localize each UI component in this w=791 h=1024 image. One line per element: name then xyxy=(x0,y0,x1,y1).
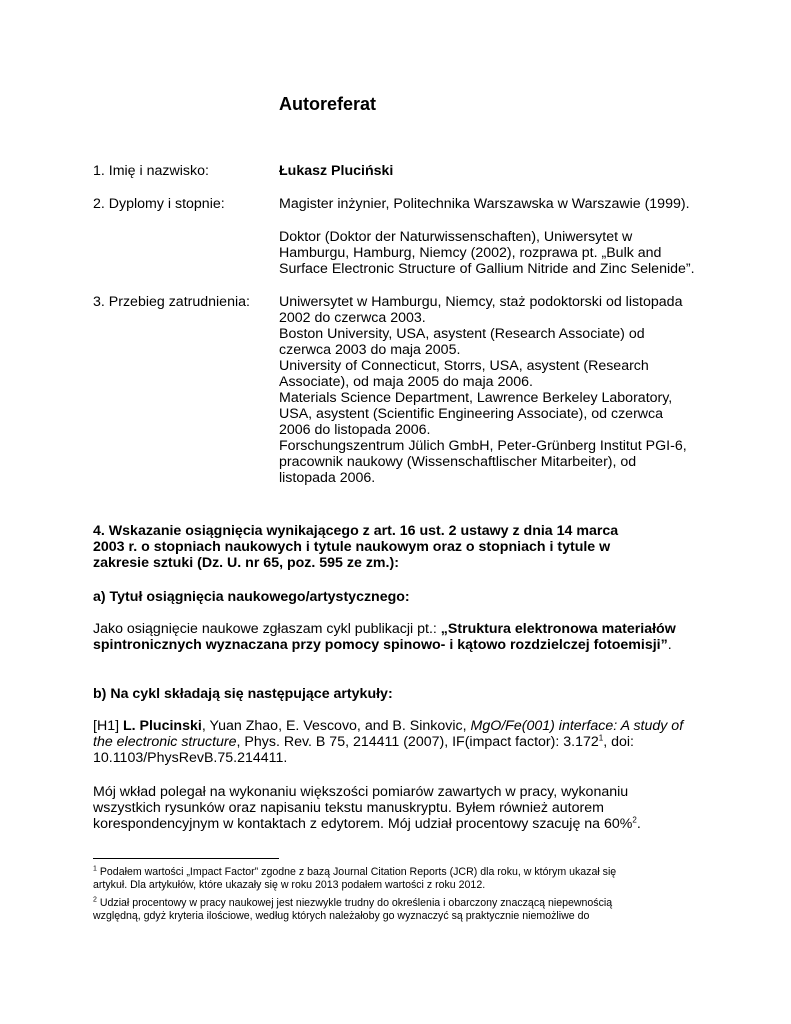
employment-line: Forschungszentrum Jülich GmbH, Peter-Grünberg Institut PGI-6, xyxy=(279,438,687,454)
footnote-1-text: Podałem wartości „Impact Factor” zgodne z bazą Journal Citation Reports (JCR) dla roku, w którym ukazał się xyxy=(96,866,617,878)
article-h1 xyxy=(93,718,713,766)
item-degrees-label: 2. Dyplomy i stopnie: xyxy=(93,196,225,212)
article-tag: [H1] xyxy=(93,718,123,734)
degrees-line: Surface Electronic Structure of Gallium Nitride and Zinc Selenide”. xyxy=(279,261,695,277)
contribution-line: wszystkich rysunków oraz napisaniu tekstu manuskryptu. Byłem również autorem xyxy=(93,800,604,816)
footnote-2-line-1 xyxy=(93,897,612,910)
employment-line: 2006 do listopada 2006. xyxy=(279,422,431,438)
achievement-title-paragraph xyxy=(93,621,713,653)
employment-line: Associate), od maja 2005 do maja 2006. xyxy=(279,374,533,390)
article-title-1: MgO/Fe(001) interface: A study of xyxy=(470,718,684,734)
footnote-ref-2[interactable]: 2 xyxy=(632,815,637,825)
employment-line: USA, asystent (Scientific Engineering Associate), od czerwca xyxy=(279,406,664,422)
article-author-bold: L. Plucinski xyxy=(122,718,202,734)
contribution-text: korespondencyjnym w kontaktach z edytorem. Mój udział procentowy szacuję na 60% xyxy=(93,816,633,832)
footnote-1 xyxy=(93,866,616,892)
employment-line: Uniwersytet w Hamburgu, Niemcy, staż podoktorski od listopada xyxy=(279,294,683,310)
achievement-intro: Jako osiągnięcie naukowe zgłaszam cykl publikacji pt.: xyxy=(93,621,441,637)
achievement-end: . xyxy=(667,637,672,653)
subsection-a-heading: a) Tytuł osiągnięcia naukowego/artystycznego: xyxy=(93,589,410,605)
item-degrees-doctor xyxy=(279,229,719,277)
footnote-ref-1[interactable]: 1 xyxy=(598,733,604,743)
page-title: Autoreferat xyxy=(279,94,377,114)
heading-line: 4. Wskazanie osiągnięcia wynikającego z art. 16 ust. 2 ustawy z dnia 14 marca xyxy=(93,523,619,539)
achievement-line-2 xyxy=(93,637,713,653)
employment-line: 2002 do czerwca 2003. xyxy=(279,310,426,326)
achievement-title-part2: spintronicznych wyznaczana przy pomocy spinowo- i kątowo rozdzielczej fotoemisji” xyxy=(93,637,668,653)
contribution-paragraph xyxy=(93,784,713,832)
employment-line: czerwca 2003 do maja 2005. xyxy=(279,342,461,358)
contribution-line: Mój wkład polegał na wykonaniu większości pomiarów zawartych w pracy, wykonaniu xyxy=(93,784,629,800)
item-name-value: Łukasz Pluciński xyxy=(279,163,394,179)
article-doi: 10.1103/PhysRevB.75.214411. xyxy=(93,750,288,766)
employment-line: pracownik naukowy (Wissenschaftlischer Mitarbeiter), od xyxy=(279,454,637,470)
footnote-1-line-1 xyxy=(93,866,616,879)
item-degrees-master xyxy=(279,196,719,212)
footnote-1-line-2: artykuł. Dla artykułów, które ukazały się w roku 2013 podałem wartości z roku 2012. xyxy=(93,879,486,891)
degrees-line: Magister inżynier, Politechnika Warszawska w Warszawie (1999). xyxy=(279,196,690,212)
employment-line: Boston University, USA, asystent (Research Associate) od xyxy=(279,326,645,342)
contribution-line-3 xyxy=(93,816,713,832)
footnote-separator xyxy=(93,858,279,859)
footnote-2-line-2: względną, gdyż kryteria ilościowe, według których należałoby go wyznaczyć są praktycznie niemożliwe do xyxy=(93,910,590,922)
contribution-end: . xyxy=(636,816,641,832)
achievement-line-1 xyxy=(93,621,713,637)
footnote-2-text: Udział procentowy w pracy naukowej jest niezwykle trudny do określenia i obarczony znaczącą niepewnością xyxy=(96,897,613,909)
degrees-line: Hamburgu, Hamburg, Niemcy (2002), rozprawa pt. „Bulk and xyxy=(279,245,662,261)
subsection-b-heading: b) Na cykl składają się następujące artykuły: xyxy=(93,686,393,702)
employment-line: University of Connecticut, Storrs, USA, asystent (Research xyxy=(279,358,649,374)
heading-line: zakresie sztuki (Dz. U. nr 65, poz. 595 ze zm.): xyxy=(93,555,399,571)
article-h1-line-1 xyxy=(93,718,713,734)
article-doi-pre: , doi: xyxy=(603,734,634,750)
heading-line: 2003 r. o stopniach naukowych i tytule naukowym oraz o stopniach i tytule w xyxy=(93,539,611,555)
section-4-heading xyxy=(93,523,713,571)
achievement-title-part1: „Struktura elektronowa materiałów xyxy=(440,621,676,637)
footnote-2-number: 2 xyxy=(93,896,97,904)
article-h1-line-2 xyxy=(93,734,713,750)
item-employment-label: 3. Przebieg zatrudnienia: xyxy=(93,294,250,310)
employment-line: Materials Science Department, Lawrence Berkeley Laboratory, xyxy=(279,390,673,406)
article-title-2: the electronic structure xyxy=(93,734,237,750)
footnote-2 xyxy=(93,897,612,923)
item-name-label: 1. Imię i nazwisko: xyxy=(93,163,209,179)
degrees-line: Doktor (Doktor der Naturwissenschaften), Uniwersytet w xyxy=(279,229,633,245)
article-authors: , Yuan Zhao, E. Vescovo, and B. Sinkovic, xyxy=(201,718,471,734)
article-journal: , Phys. Rev. B 75, 214411 (2007), IF(impact factor): 3.172 xyxy=(236,734,599,750)
item-employment-history xyxy=(279,294,719,486)
employment-line: listopada 2006. xyxy=(279,470,376,486)
footnote-1-number: 1 xyxy=(93,865,97,873)
